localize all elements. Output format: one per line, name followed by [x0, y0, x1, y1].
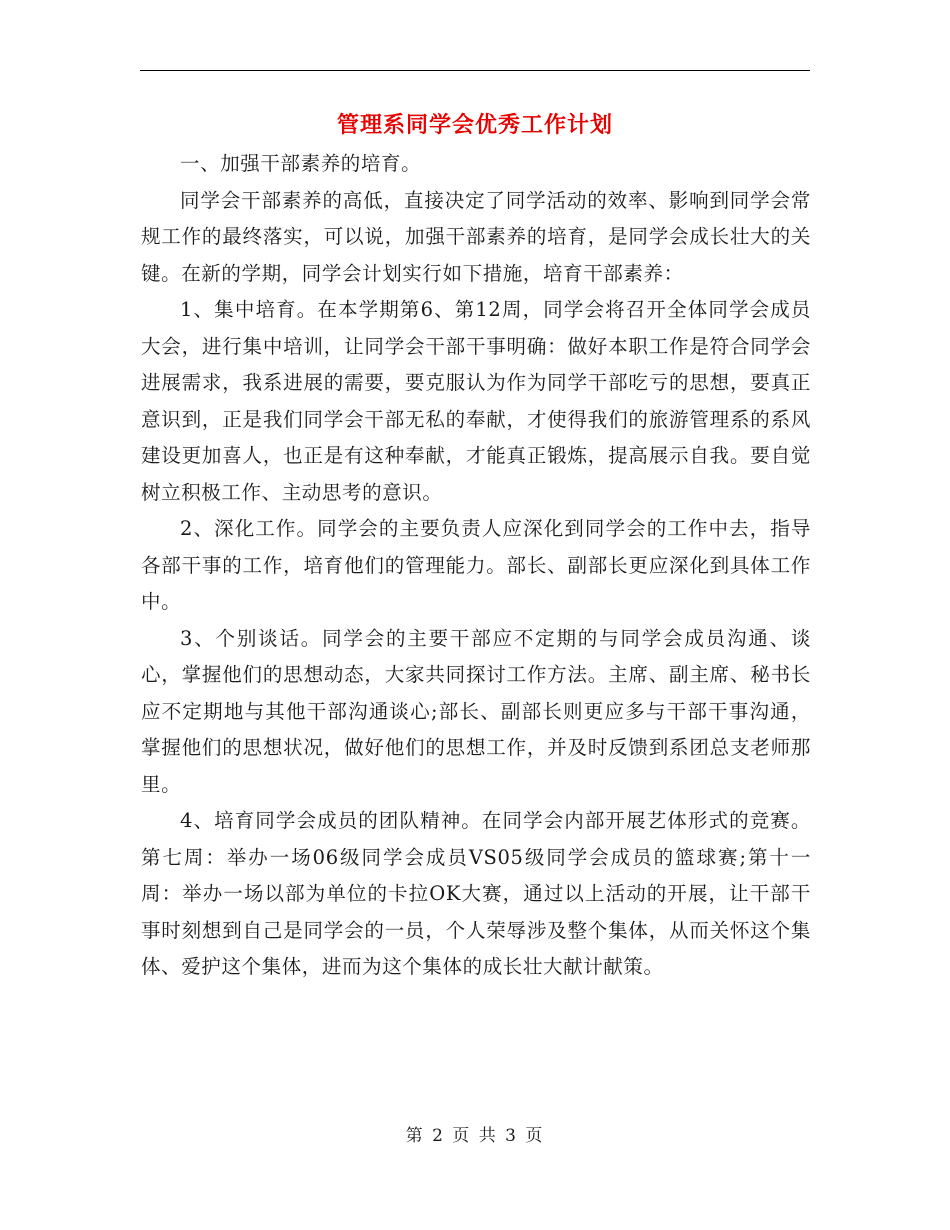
- paragraph-item-3: 3、个别谈话。同学会的主要干部应不定期的与同学会成员沟通、谈心，掌握他们的思想动态，大家共同探讨工作方法。主席、副主席、秘书长应不定期地与其他干部沟通谈心;部长、副部长则更应多与干部干事沟通，掌握他们的思想状况，做好他们的思想工作，并及时反馈到系团总支老师那里。: [141, 626, 811, 796]
- paragraph-item-1: 1、集中培育。在本学期第6、第12周，同学会将召开全体同学会成员大会，进行集中培训，让同学会干部干事明确：做好本职工作是符合同学会进展需求，我系进展的需要，要克服认为作为同学干部吃亏的思想，要真正意识到，正是我们同学会干部无私的奉献，才使得我们的旅游管理系的系风建设更加喜人，也正是有这种奉献，才能真正锻炼，提高展示自我。要自觉树立积极工作、主动思考的意识。: [141, 298, 811, 504]
- section-heading: 一、加强干部素养的培育。: [180, 152, 422, 175]
- header-rule: [140, 70, 810, 71]
- page-number-footer: 第 2 页 共 3 页: [405, 1126, 545, 1146]
- paragraph-item-4: 4、培育同学会成员的团队精神。在同学会内部开展艺体形式的竞赛。第七周：举办一场06级同学会成员VS05级同学会成员的篮球赛;第十一周：举办一场以部为单位的卡拉OK大赛，通过以上活动的开展，让干部干事时刻想到自己是同学会的一员，个人荣辱涉及整个集体，从而关怀这个集体、爱护这个集体，进而为这个集体的成长壮大献计献策。: [141, 809, 811, 978]
- paragraph-item-2: 2、深化工作。同学会的主要负责人应深化到同学会的工作中去，指导各部干事的工作，培育他们的管理能力。部长、副部长更应深化到具体工作中。: [141, 517, 811, 613]
- document-body: [141, 146, 811, 986]
- paragraph-intro: 同学会干部素养的高低，直接决定了同学活动的效率、影响到同学会常规工作的最终落实，可以说，加强干部素养的培育，是同学会成长壮大的关键。在新的学期，同学会计划实行如下措施，培育干部素养：: [141, 188, 811, 285]
- document-title: 管理系同学会优秀工作计划: [336, 112, 613, 138]
